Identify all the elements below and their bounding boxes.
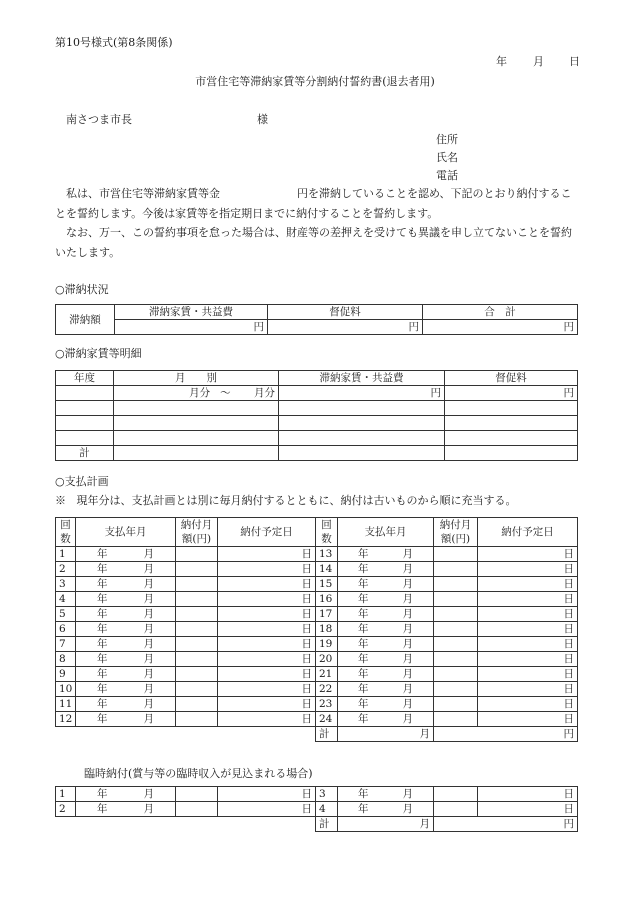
name-label: 氏名 [436,151,458,164]
installment-number: 3 [316,787,338,802]
month-label: 月 [143,713,154,725]
table-row [56,562,578,577]
due-date-cell[interactable]: 日 [218,637,316,652]
month-label: 月 [402,623,413,635]
table-row [56,802,578,817]
due-date-cell[interactable]: 日 [478,562,578,577]
due-date-cell[interactable]: 日 [478,577,578,592]
monthly-amount-cell[interactable] [176,607,218,622]
payment-month-cell[interactable] [338,652,434,667]
date-month-label: 月 [533,55,544,68]
monthly-amount-cell[interactable] [176,637,218,652]
due-date-header: 納付予定日 [478,518,578,547]
monthly-amount-cell[interactable] [434,607,478,622]
year-label: 年 [97,578,108,590]
total-label: 計 [56,446,114,461]
year-label: 年 [358,623,369,635]
payment-plan-note [55,495,517,506]
arrears-status-title: ○滞納状況 [55,283,109,296]
amount-cell[interactable] [434,787,478,802]
due-date-cell[interactable]: 日 [218,787,316,802]
phone-label: 電話 [436,169,458,182]
month-range-cell[interactable] [114,401,279,416]
payment-month-cell[interactable] [338,607,434,622]
month-label: 月 [143,683,154,695]
total-month-cell[interactable]: 月 [338,817,434,832]
month-label: 月 [402,563,413,575]
payment-month-cell[interactable] [76,607,176,622]
due-date-cell[interactable]: 日 [478,802,578,817]
dunning-fee-amount-cell[interactable] [445,401,578,416]
payment-month-cell[interactable] [76,802,176,817]
total-header: 合 計 [423,305,578,320]
due-date-cell[interactable]: 日 [478,547,578,562]
year-label: 年 [97,653,108,665]
monthly-amount-cell[interactable] [176,592,218,607]
year-label: 年 [97,563,108,575]
table-row [56,712,578,727]
payment-month-cell[interactable] [76,592,176,607]
year-label: 年 [97,713,108,725]
installment-number: 7 [56,637,76,652]
arrears-detail-title: ○滞納家賃等明細 [55,347,142,360]
year-label: 年 [358,578,369,590]
rent-total-cell[interactable] [279,446,445,461]
payment-month-cell[interactable] [76,577,176,592]
date-day-label: 日 [569,55,580,68]
amount-cell[interactable] [434,802,478,817]
year-label: 年 [97,788,108,800]
payment-month-cell[interactable] [338,667,434,682]
payment-month-cell[interactable] [76,547,176,562]
payment-month-header: 支払年月 [76,518,176,547]
table-row [56,577,578,592]
dunning-fee-amount-cell[interactable] [445,431,578,446]
payment-month-cell[interactable] [76,637,176,652]
due-date-cell[interactable]: 日 [218,712,316,727]
monthly-amount-cell[interactable] [176,712,218,727]
payment-month-cell[interactable] [76,652,176,667]
rent-amount-cell[interactable] [279,416,445,431]
month-label: 月 [402,653,413,665]
installment-number: 8 [56,652,76,667]
installment-number: 1 [56,787,76,802]
note-mark: ※ [55,494,66,507]
year-label: 年 [97,608,108,620]
year-label: 年 [97,638,108,650]
arrears-detail-table [55,370,578,461]
dunning-fee-header: 督促料 [268,305,423,320]
rent-amount-cell[interactable] [279,401,445,416]
table-row [56,547,578,562]
honorific-sama: 様 [257,113,268,126]
monthly-amount-cell[interactable] [434,652,478,667]
month-label: 月 [402,698,413,710]
monthly-amount-cell[interactable] [434,697,478,712]
table-row [56,682,578,697]
due-date-cell[interactable]: 日 [478,592,578,607]
payment-month-cell[interactable] [338,577,434,592]
addressee: 南さつま市長 [66,113,132,126]
month-label: 月 [402,803,413,815]
payment-month-cell[interactable] [338,712,434,727]
dunning-fee-amount-cell[interactable]: 円 [445,386,578,401]
table-row [56,652,578,667]
monthly-amount-cell[interactable] [176,667,218,682]
table-row [56,622,578,637]
penalty-paragraph: なお、万一、この誓約事項を怠った場合は、財産等の差押えを受けても異議を申し立てないことを誓約いたします。 [55,226,572,259]
monthly-amount-cell[interactable] [176,652,218,667]
monthly-amount-cell[interactable] [434,682,478,697]
installment-number: 1 [56,547,76,562]
payment-month-cell[interactable] [76,622,176,637]
month-label: 月 [402,668,413,680]
form-number: 第10号様式(第8条関係) [55,36,173,49]
month-label: 月 [143,608,154,620]
year-label: 年 [97,623,108,635]
total-amount-cell[interactable]: 円 [434,817,578,832]
monthly-amount-cell[interactable] [176,562,218,577]
table-row [56,727,578,742]
due-date-cell[interactable]: 日 [218,802,316,817]
rent-amount-cell[interactable]: 円 [279,386,445,401]
due-date-cell[interactable]: 日 [218,667,316,682]
monthly-amount-cell[interactable] [434,577,478,592]
installment-number: 6 [56,622,76,637]
month-label: 月 [143,803,154,815]
payment-month-cell[interactable] [338,547,434,562]
month-label: 月 [143,698,154,710]
year-label: 年 [358,593,369,605]
year-label: 年 [358,668,369,680]
installment-number: 15 [316,577,338,592]
total-month-cell[interactable]: 月 [338,727,434,742]
date-year-label: 年 [496,55,507,68]
payment-month-cell[interactable] [76,712,176,727]
fiscal-year-cell[interactable] [56,386,114,401]
installment-number: 24 [316,712,338,727]
total-amount-cell[interactable]: 円 [423,320,578,335]
arrears-status-table [55,304,578,335]
due-date-cell[interactable]: 日 [218,682,316,697]
monthly-amount-cell[interactable] [434,667,478,682]
dunning-fee-total-cell[interactable] [445,446,578,461]
year-label: 年 [358,563,369,575]
dunning-fee-amount-cell[interactable]: 円 [268,320,423,335]
pledge-paragraph: 私は、市営住宅等滞納家賃等金 円を滞納していることを認め、下記のとおり納付することを誓約します。今後は家賃等を指定期日までに納付することを誓約します。 [55,187,572,220]
year-label: 年 [358,713,369,725]
monthly-amount-cell[interactable] [434,547,478,562]
monthly-amount-cell[interactable] [434,622,478,637]
monthly-amount-cell[interactable] [434,712,478,727]
dunning-fee-header: 督促料 [445,371,578,386]
month-from-suffix: 月分 [189,387,211,399]
month-label: 月 [402,593,413,605]
year-label: 年 [97,698,108,710]
due-date-cell[interactable]: 日 [478,637,578,652]
due-date-cell[interactable]: 日 [218,652,316,667]
due-date-cell[interactable]: 日 [218,562,316,577]
monthly-amount-cell[interactable] [176,697,218,712]
year-label: 年 [97,593,108,605]
total-amount-cell[interactable]: 円 [434,727,578,742]
payment-month-cell[interactable] [338,802,434,817]
year-label: 年 [358,548,369,560]
year-label: 年 [358,653,369,665]
payment-month-cell[interactable] [76,682,176,697]
due-date-cell[interactable]: 日 [478,667,578,682]
installment-number: 22 [316,682,338,697]
installment-number: 5 [56,607,76,622]
fiscal-year-header: 年度 [56,371,114,386]
monthly-amount-cell[interactable] [176,577,218,592]
table-row [56,607,578,622]
fiscal-year-cell[interactable] [56,431,114,446]
year-label: 年 [358,803,369,815]
installment-number: 20 [316,652,338,667]
due-date-cell[interactable]: 日 [478,787,578,802]
payment-plan-title: ○支払計画 [55,475,109,488]
table-row [56,667,578,682]
installment-number: 3 [56,577,76,592]
month-label: 月 [143,563,154,575]
installment-number: 4 [56,592,76,607]
rent-header: 滞納家賃・共益費 [115,305,268,320]
installment-number-header: 回数 [316,518,338,547]
monthly-amount-cell[interactable] [176,622,218,637]
note-text: 現年分は、支払計画とは別に毎月納付するとともに、納付は古いものから順に充当する。 [76,494,517,507]
due-date-cell[interactable]: 日 [478,697,578,712]
installment-number: 12 [56,712,76,727]
month-to-suffix: 月分 [254,387,275,399]
due-date-cell[interactable]: 日 [218,547,316,562]
month-label: 月 [402,548,413,560]
installment-number: 23 [316,697,338,712]
payment-month-cell[interactable] [338,697,434,712]
payment-plan-table [55,517,578,742]
installment-number: 13 [316,547,338,562]
due-date-cell[interactable]: 日 [218,592,316,607]
installment-number: 2 [56,562,76,577]
year-label: 年 [97,683,108,695]
table-row [56,787,578,802]
due-date-header: 納付予定日 [218,518,316,547]
year-label: 年 [358,788,369,800]
amount-cell[interactable] [176,787,218,802]
table-row [56,592,578,607]
monthly-amount-cell[interactable] [176,682,218,697]
payment-month-cell[interactable] [338,622,434,637]
month-label: 月 [402,578,413,590]
due-date-cell[interactable]: 日 [218,577,316,592]
due-date-cell[interactable]: 日 [478,622,578,637]
payment-month-cell[interactable] [338,787,434,802]
document-title: 市営住宅等滞納家賃等分割納付誓約書(退去者用) [195,75,435,88]
due-date-cell[interactable]: 日 [218,622,316,637]
installment-number: 9 [56,667,76,682]
month-label: 月 [402,638,413,650]
address-label: 住所 [436,133,458,146]
dunning-fee-amount-cell[interactable] [445,416,578,431]
month-label: 月 [143,653,154,665]
year-label: 年 [358,683,369,695]
installment-number: 19 [316,637,338,652]
payment-month-cell[interactable] [338,562,434,577]
year-label: 年 [97,668,108,680]
table-row [56,637,578,652]
month-label: 月 [402,713,413,725]
rent-header: 滞納家賃・共益費 [279,371,445,386]
installment-number: 17 [316,607,338,622]
monthly-amount-cell[interactable] [434,637,478,652]
installment-number: 18 [316,622,338,637]
year-label: 年 [358,698,369,710]
installment-number: 14 [316,562,338,577]
monthly-amount-header: 納付月額(円) [176,518,218,547]
payment-month-cell[interactable] [76,667,176,682]
monthly-amount-cell[interactable] [434,562,478,577]
installment-number-header: 回数 [56,518,76,547]
monthly-amount-cell[interactable] [176,547,218,562]
due-date-cell[interactable]: 日 [478,652,578,667]
rent-amount-cell[interactable] [279,431,445,446]
month-label: 月 [402,683,413,695]
payment-month-cell[interactable] [76,697,176,712]
amount-cell[interactable] [176,802,218,817]
year-label: 年 [358,608,369,620]
due-date-cell[interactable]: 日 [478,712,578,727]
month-label: 月 [143,578,154,590]
installment-number: 2 [56,802,76,817]
month-header: 月 別 [114,371,279,386]
fiscal-year-cell[interactable] [56,401,114,416]
year-label: 年 [358,638,369,650]
payment-month-cell[interactable] [76,562,176,577]
month-label: 月 [143,668,154,680]
month-range-cell[interactable] [114,446,279,461]
due-date-cell[interactable]: 日 [478,607,578,622]
installment-number: 16 [316,592,338,607]
total-label: 計 [316,817,338,832]
month-label: 月 [143,593,154,605]
installment-number: 11 [56,697,76,712]
year-label: 年 [97,548,108,560]
due-date-cell[interactable]: 日 [218,697,316,712]
month-range-cell[interactable] [114,416,279,431]
temp-payment-table [55,786,578,832]
monthly-amount-cell[interactable] [434,592,478,607]
installment-number: 4 [316,802,338,817]
month-range-cell[interactable] [114,431,279,446]
month-label: 月 [143,638,154,650]
due-date-cell[interactable]: 日 [218,607,316,622]
installment-number: 10 [56,682,76,697]
table-row [56,817,578,832]
temp-payment-title: 臨時納付(賞与等の臨時収入が見込まれる場合) [84,767,313,780]
tilde: 〜 [220,387,231,399]
month-label: 月 [143,788,154,800]
year-label: 年 [97,803,108,815]
rent-amount-cell[interactable]: 円 [115,320,268,335]
arrears-amount-label: 滞納額 [56,305,115,335]
monthly-amount-header: 納付月額(円) [434,518,478,547]
fiscal-year-cell[interactable] [56,416,114,431]
month-label: 月 [402,608,413,620]
month-label: 月 [143,548,154,560]
month-label: 月 [143,623,154,635]
installment-number: 21 [316,667,338,682]
month-range-cell[interactable] [114,386,279,401]
payment-month-cell[interactable] [338,637,434,652]
due-date-cell[interactable]: 日 [478,682,578,697]
table-row [56,697,578,712]
payment-month-header: 支払年月 [338,518,434,547]
payment-month-cell[interactable] [76,787,176,802]
total-label: 計 [316,727,338,742]
month-label: 月 [402,788,413,800]
payment-month-cell[interactable] [338,592,434,607]
payment-month-cell[interactable] [338,682,434,697]
